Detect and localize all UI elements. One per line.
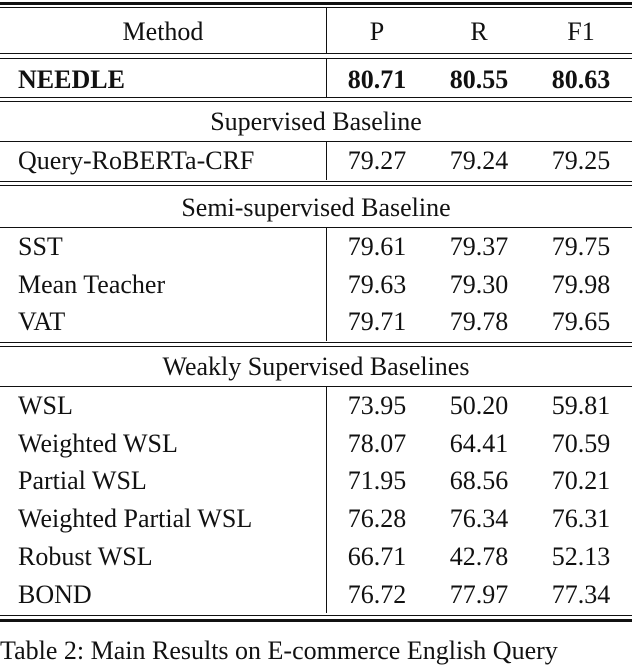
section-header: Semi-supervised Baseline <box>181 193 451 222</box>
method-cell: SST <box>18 232 63 261</box>
p-cell: 79.71 <box>347 307 407 337</box>
horizontal-rule <box>0 7 632 8</box>
method-cell: Weighted WSL <box>18 428 178 458</box>
f1-cell: 79.65 <box>551 307 611 337</box>
r-cell: 50.20 <box>449 391 509 420</box>
table-row <box>0 425 632 463</box>
p-cell: 71.95 <box>347 466 407 496</box>
table-row <box>0 538 632 576</box>
p-cell: 79.61 <box>347 232 407 261</box>
table-row <box>0 576 632 614</box>
p-cell: 79.63 <box>347 269 407 299</box>
method-cell: WSL <box>18 391 73 420</box>
method-cell: Query-RoBERTa-CRF <box>18 146 255 175</box>
table-row <box>0 142 632 180</box>
p-cell: 73.95 <box>347 391 407 420</box>
table-row <box>0 228 632 266</box>
p-cell: 76.72 <box>347 579 407 609</box>
f1-cell: 76.31 <box>551 504 611 534</box>
horizontal-rule <box>0 101 632 102</box>
r-cell: 79.24 <box>449 146 509 175</box>
f1-cell: 79.75 <box>551 232 611 261</box>
horizontal-rule <box>0 58 632 59</box>
method-cell: NEEDLE <box>18 65 125 94</box>
r-cell: 79.30 <box>449 269 509 299</box>
column-divider <box>326 59 327 97</box>
p-cell: 78.07 <box>347 428 407 458</box>
method-cell: BOND <box>18 579 92 609</box>
method-cell: Robust WSL <box>18 541 153 571</box>
horizontal-rule <box>0 97 632 98</box>
f1-cell: F1 <box>567 17 595 46</box>
r-cell: 64.41 <box>449 428 509 458</box>
r-cell: 76.34 <box>449 504 509 534</box>
column-divider <box>326 142 327 180</box>
table-row <box>0 387 632 425</box>
table-row <box>0 303 632 341</box>
horizontal-rule <box>0 342 632 343</box>
r-cell: 42.78 <box>449 541 509 571</box>
horizontal-rule <box>0 346 632 347</box>
method-cell: Partial WSL <box>18 466 147 496</box>
r-cell: 77.97 <box>449 579 509 609</box>
p-cell: 76.28 <box>347 504 407 534</box>
f1-cell: 77.34 <box>551 579 611 609</box>
table-row <box>0 266 632 304</box>
r-cell: 80.55 <box>449 65 509 94</box>
method-cell: VAT <box>18 307 66 337</box>
f1-cell: 80.63 <box>551 65 611 94</box>
r-cell: R <box>470 17 488 46</box>
f1-cell: 70.59 <box>551 428 611 458</box>
p-cell: 80.71 <box>347 65 407 94</box>
table-row <box>0 500 632 538</box>
horizontal-rule <box>0 615 632 616</box>
table-row <box>0 462 632 500</box>
horizontal-rule <box>0 2 632 5</box>
section-header: Supervised Baseline <box>210 107 422 136</box>
r-cell: 79.78 <box>449 307 509 337</box>
method-cell: Method <box>122 17 204 46</box>
f1-cell: 79.25 <box>551 146 611 175</box>
horizontal-rule <box>0 181 632 182</box>
r-cell: 79.37 <box>449 232 509 261</box>
f1-cell: 70.21 <box>551 466 611 496</box>
f1-cell: 59.81 <box>551 391 611 420</box>
table-row-needle <box>0 61 632 99</box>
f1-cell: 52.13 <box>551 541 611 571</box>
f1-cell: 79.98 <box>551 269 611 299</box>
p-cell: 66.71 <box>347 541 407 571</box>
table-caption: Table 2: Main Results on E-commerce English Query <box>0 636 558 665</box>
column-divider <box>326 228 327 341</box>
column-divider <box>326 387 327 613</box>
r-cell: 68.56 <box>449 466 509 496</box>
column-divider <box>326 8 327 53</box>
p-cell: 79.27 <box>347 146 407 175</box>
p-cell: P <box>369 17 385 46</box>
horizontal-rule <box>0 185 632 186</box>
horizontal-rule <box>0 53 632 54</box>
section-header: Weakly Supervised Baselines <box>162 352 470 381</box>
horizontal-rule <box>0 619 632 622</box>
method-cell: Weighted Partial WSL <box>18 504 253 534</box>
method-cell: Mean Teacher <box>18 269 166 299</box>
header-row <box>0 13 632 51</box>
